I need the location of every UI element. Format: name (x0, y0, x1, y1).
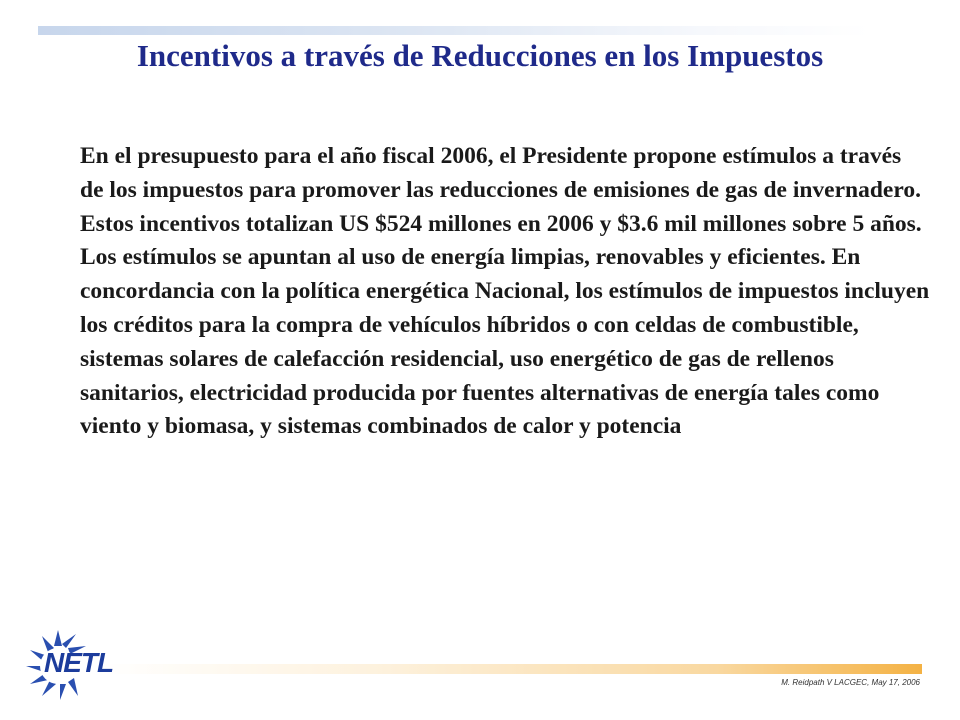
bottom-accent-bar (100, 664, 922, 674)
netl-logo (24, 628, 120, 700)
footer-credit: M. Reidpath V LACGEC, May 17, 2006 (781, 678, 920, 687)
slide-title: Incentivos a través de Reducciones en los Impuestos (136, 38, 824, 73)
body-paragraph: En el presupuesto para el año fiscal 2006, el Presidente propone estímulos a través de los impuestos para promover las reducciones de emisiones de gas de invernadero. Estos incentivos totalizan US $524 millones en 2006 y $3.6 mil millones sobre 5 años. Los estímulos se apuntan al uso de energía limpias, renovables y eficientes. En concordancia con la política energética Nacional, los estímulos de impuestos incluyen los créditos para la compra de vehículos híbridos o con celdas de combustible, sistemas solares de calefacción residencial, uso energético de gas de rellenos sanitarios, electricidad producida por fuentes alternativas de energía tales como viento y biomasa, y sistemas combinados de calor y potencia (80, 143, 930, 440)
top-accent-bar (38, 26, 870, 35)
netl-logo-text: NETL (44, 647, 114, 678)
